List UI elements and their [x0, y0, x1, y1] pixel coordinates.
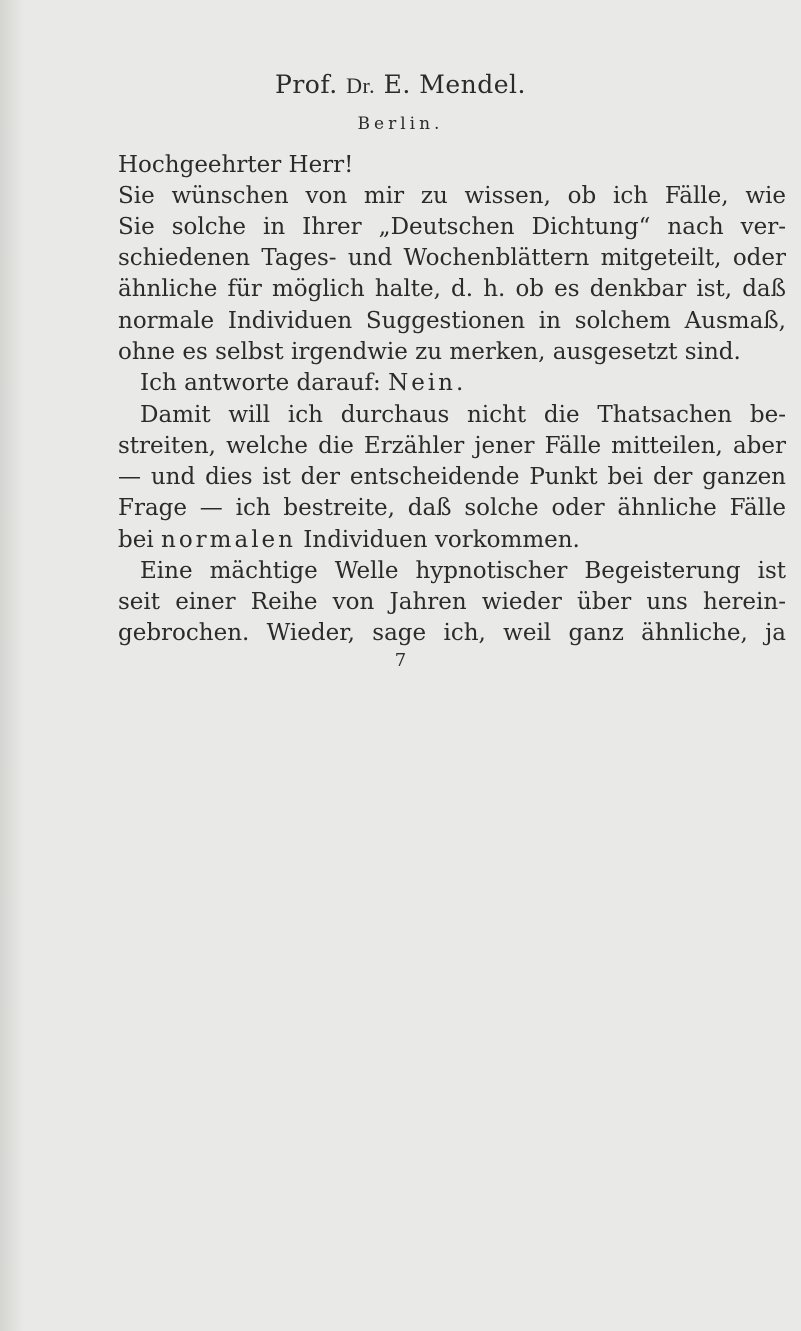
text-line: Sie wünschen von mir zu wissen, ob ich Fälle, wie [118, 183, 786, 209]
text-fragment: bei [118, 527, 154, 553]
text-line: seit einer Reihe von Jahren wieder über uns herein- [118, 589, 786, 615]
text-line: schiedenen Tages- und Wochenblättern mitgeteilt, oder [118, 245, 786, 271]
author-line [0, 70, 801, 99]
author-degree: Dr. [346, 73, 376, 98]
text-line: gebrochen. Wieder, sage ich, weil ganz ähnliche, ja [118, 620, 786, 646]
text-line: normale Individuen Suggestionen in solchem Ausmaß, [118, 308, 786, 334]
author-name: E. Mendel. [383, 70, 526, 99]
answer-intro: Ich antworte darauf: [140, 370, 381, 396]
emphasis-line [118, 525, 786, 555]
text-line: Eine mächtige Welle hypnotischer Begeisterung ist [140, 558, 786, 584]
answer-word: Nein. [388, 370, 467, 396]
text-line: Sie solche in Ihrer „Deutschen Dichtung“ nach ver- [118, 214, 786, 240]
text-line: ähnliche für möglich halte, d. h. ob es denkbar ist, daß [118, 276, 786, 302]
emphasis-word: normalen [161, 527, 296, 553]
text-line: Frage — ich bestreite, daß solche oder ähnliche Fälle [118, 495, 786, 521]
page-number: 7 [394, 650, 407, 671]
text-line: streiten, welche die Erzähler jener Fälle mitteilen, aber [118, 433, 786, 459]
author-title: Prof. [275, 70, 338, 99]
text-fragment: Individuen vorkommen. [303, 527, 580, 553]
text-line: Damit will ich durchaus nicht die Thatsachen be- [140, 402, 786, 428]
text-line: ohne es selbst irgendwie zu merken, ausgesetzt sind. [118, 339, 741, 365]
salutation: Hochgeehrter Herr! [118, 152, 354, 178]
text-line: — und dies ist der entscheidende Punkt bei der ganzen [118, 464, 786, 490]
author-city: Berlin. [357, 114, 444, 134]
answer-line [140, 368, 786, 398]
